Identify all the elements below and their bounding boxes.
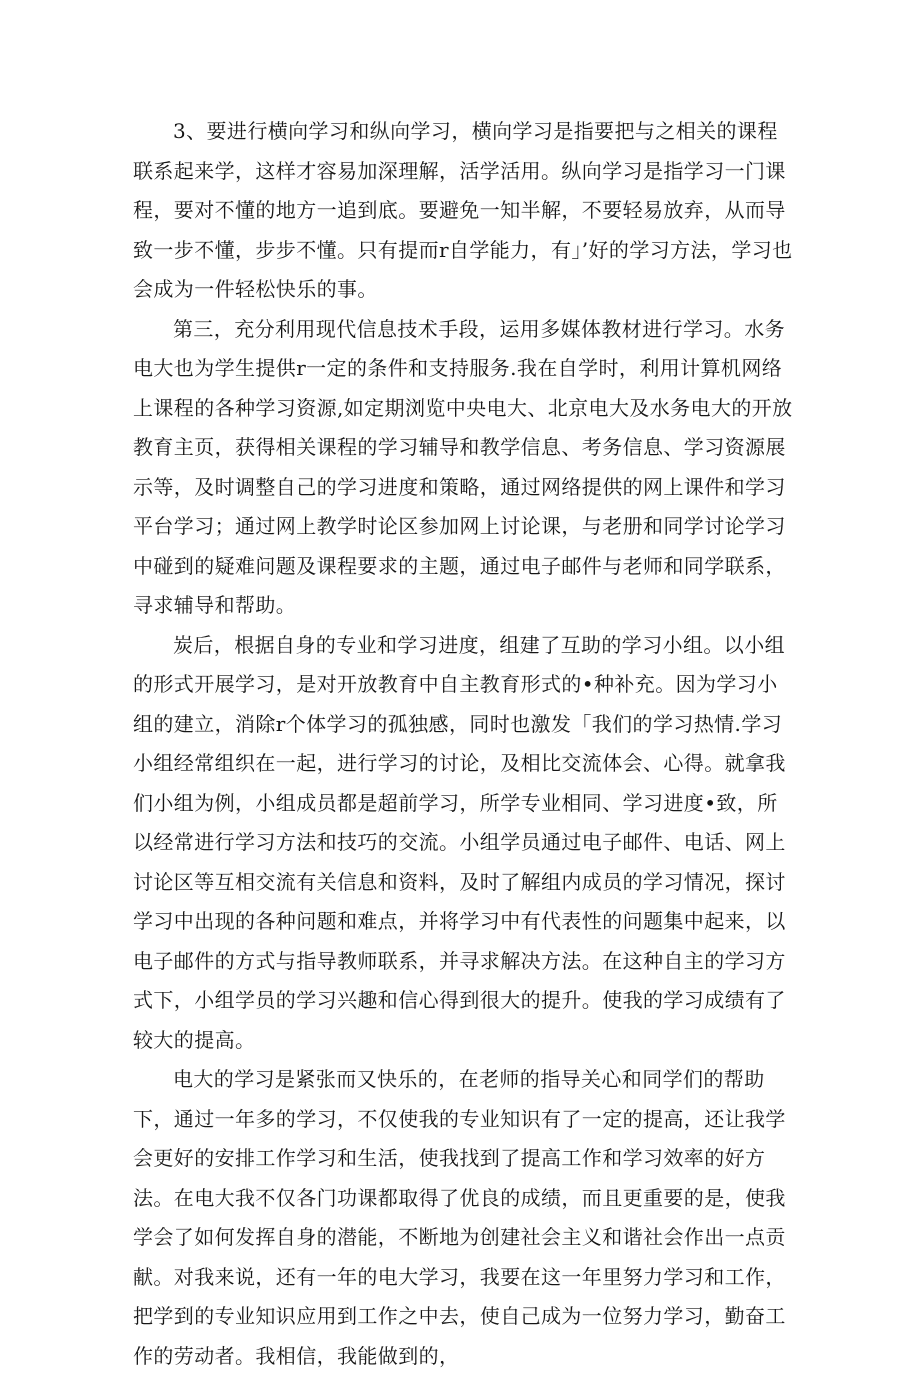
paragraph-study-group: 炭后，根据自身的专业和学习进度，组建了互助的学习小组。以小组的形式开展学习，是对开放教育中自主教育形式的•种补充。因为学习小组的建立，消除r个体学习的孤独感，同时也激发「我们的学习热情.学习小组经常组织在一起，进行学习的讨论，及相比交流体会、心得。就拿我们小组为例，小组成员都是超前学习，所学专业相同、学习进度•致，所以经常进行学习方法和技巧的交流。小组学员通过电子邮件、电话、网上讨论区等互相交流有关信息和资料，及时了解组内成员的学习情况，探讨学习中出现的各种问题和难点，并将学习中有代表性的问题集中起来，以电子邮件的方式与指导教师联系，并寻求解决方法。在这种自主的学习方式下，小组学员的学习兴趣和信心得到很大的提升。使我的学习成绩有了较大的提高。	[133, 632, 786, 1052]
paragraph-multimedia-learning: 第三，充分利用现代信息技术手段，运用多媒体教材进行学习。水务电大也为学生提供r一定的条件和支持服务.我在自学时，利用计算机网络上课程的各种学习资源,如定期浏览中央电大、北京电大及水务电大的开放教育主页，获得相关课程的学习辅导和教学信息、考务信息、学习资源展示等，及时调整自己的学习进度和策略，通过网络提供的网上课件和学习平台学习；通过网上教学时论区参加网上讨论课，与老册和同学讨论学习中碰到的疑难问题及课程要求的主题，通过电子邮件与老师和同学联系，寻求辅导和帮助。	[133, 316, 793, 617]
paragraph-study-methods: 3、要进行横向学习和纵向学习，横向学习是指要把与之相关的课程联系起来学，这样才容易加深理解，活学活用。纵向学习是指学习一门课程，要对不懂的地方一追到底。要避免一知半解，不要轻易放弃，从而导致一步不懂，步步不懂。只有提而r自学能力，有」’好的学习方法，学习也会成为一件轻松快乐的事。	[133, 119, 793, 301]
paragraph-conclusion: 电大的学习是紧张而又快乐的，在老师的指导关心和同学们的帮助下，通过一年多的学习，不仅使我的专业知识有了一定的提高，还让我学会更好的安排工作学习和生活，使我找到了提高工作和学习效率的好方法。在电大我不仅各门功课都取得了优良的成绩，而且更重要的是，使我学会了如何发挥自身的潜能，不断地为创建社会主义和谐社会作出一点贡献。对我来说，还有一年的电大学习，我要在这一年里努力学习和工作，把学到的专业知识应用到工作之中去，使自己成为一位努力学习，勤奋工作的劳动者。我相信，我能做到的，	[133, 1067, 786, 1368]
document-body	[133, 112, 793, 1376]
